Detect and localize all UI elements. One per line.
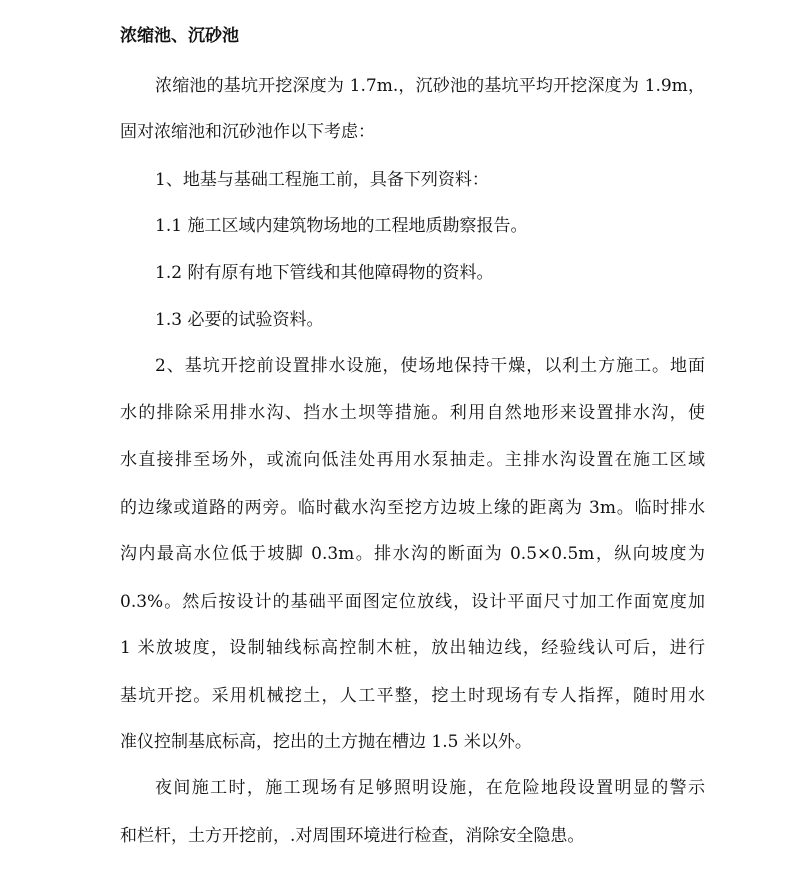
list-item: 1.3 必要的试验资料。 — [155, 310, 324, 330]
paragraph-line: 准仪控制基底标高，挖出的土方抛在槽边 1.5 米以外。 — [120, 732, 532, 752]
list-item: 1.2 附有原有地下管线和其他障碍物的资料。 — [155, 263, 494, 283]
paragraph-line: 基坑开挖。采用机械挖土，人工平整，挖土时现场有专人指挥，随时用水 — [120, 686, 705, 706]
paragraph-line: 浓缩池的基坑开挖深度为 1.7m.，沉砂池的基坑平均开挖深度为 1.9m， — [155, 76, 705, 96]
paragraph-line: 的边缘或道路的两旁。临时截水沟至挖方边坡上缘的距离为 3m。临时排水 — [120, 498, 705, 518]
paragraph-line: 1 米放坡度，设制轴线标高控制木桩，放出轴边线，经验线认可后，进行 — [120, 638, 705, 658]
paragraph-line: 0.3%。然后按设计的基础平面图定位放线，设计平面尺寸加工作面宽度加 — [120, 592, 705, 612]
paragraph-line: 沟内最高水位低于坡脚 0.3m。排水沟的断面为 0.5×0.5m，纵向坡度为 — [120, 544, 705, 564]
section-heading: 浓缩池、沉砂池 — [120, 26, 239, 46]
paragraph-line: 水直接排至场外，或流向低洼处再用水泵抽走。主排水沟设置在施工区域 — [120, 450, 705, 470]
paragraph-line: 固对浓缩池和沉砂池作以下考虑： — [120, 122, 375, 142]
paragraph-line: 2、基坑开挖前设置排水设施，使场地保持干燥，以利土方施工。地面 — [155, 356, 705, 376]
list-item: 1.1 施工区域内建筑物场地的工程地质勘察报告。 — [155, 216, 528, 236]
paragraph-line: 夜间施工时，施工现场有足够照明设施，在危险地段设置明显的警示 — [155, 778, 705, 798]
list-item: 1、地基与基础工程施工前，具备下列资料： — [155, 170, 489, 190]
paragraph-line: 和栏杆，土方开挖前，.对周围环境进行检查，消除安全隐患。 — [120, 826, 585, 846]
paragraph-line: 水的排除采用排水沟、挡水土坝等措施。利用自然地形来设置排水沟，使 — [120, 403, 705, 423]
